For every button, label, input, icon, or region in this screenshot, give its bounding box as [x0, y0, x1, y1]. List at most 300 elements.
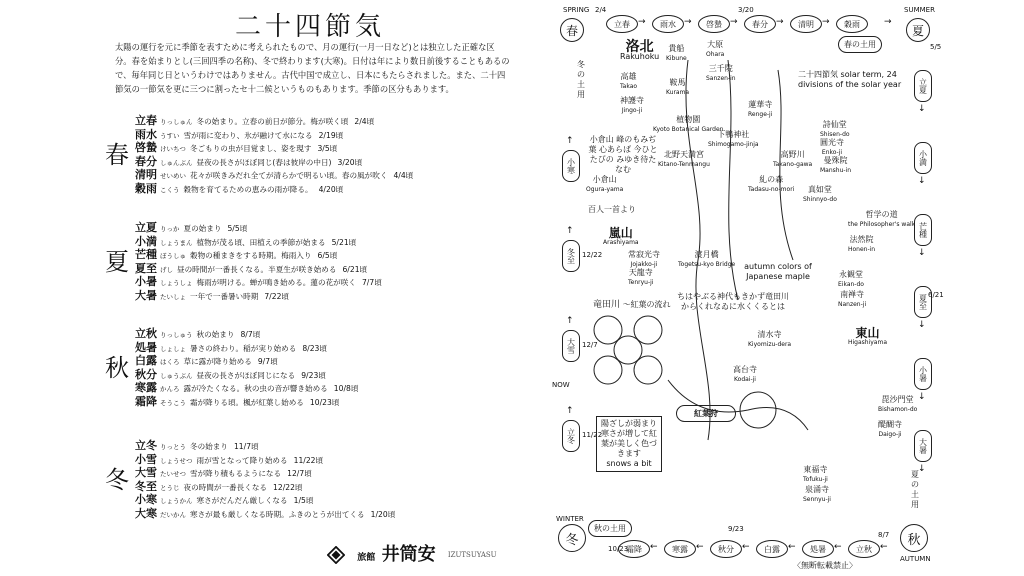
doyo-right: 夏の土用 — [911, 470, 919, 509]
temple-label — [803, 485, 831, 505]
now-label: NOW — [552, 381, 570, 389]
right-col-node-text: 芒種 — [918, 222, 928, 238]
term-desc: 暑さの終わり。稲が実り始める — [190, 343, 297, 353]
brand-name: 井筒安 — [381, 544, 436, 565]
term-reading: そうこう — [160, 398, 186, 407]
temple-en: Sennyu-ji — [803, 496, 831, 503]
term-desc: 冬ごもりの虫が目覚まし、姿を現す — [189, 144, 312, 153]
left-col-node-text: 小寒 — [566, 158, 576, 174]
arrow-icon: ← — [834, 542, 842, 552]
term-row — [135, 440, 515, 454]
arrow-icon: → — [730, 17, 738, 27]
temple-label — [620, 72, 637, 92]
term-reading: うすい — [160, 131, 180, 140]
arrow-icon: ↓ — [918, 248, 926, 258]
temple-jp: 曼殊院 — [823, 156, 848, 165]
term-desc: 昼の時間が一番長くなる。半夏生が咲き始める — [177, 264, 337, 274]
koyama-note: 小倉山 峰のもみぢ葉 心あらば 今ひとたびの みゆき待たなむ — [588, 135, 658, 174]
term-desc: 穀物を育てるための恵みの雨が降る。 — [183, 184, 313, 194]
summer-label: SUMMER — [904, 6, 935, 14]
bottom-date-2: 10/23 — [608, 545, 629, 553]
term-reading: はくろ — [160, 358, 180, 366]
season-label: 夏 — [105, 248, 129, 276]
temple-en: Daigo-ji — [878, 431, 902, 438]
term-row — [135, 355, 515, 369]
temple-jp: 高台寺 — [733, 365, 757, 374]
term-row — [135, 481, 515, 495]
temple-label — [620, 96, 644, 116]
temple-jp: 南禅寺 — [840, 290, 865, 299]
brand-logo — [327, 540, 497, 566]
doyo-bottom: 秋の土用 — [588, 520, 632, 537]
temple-jp: 法然院 — [849, 235, 874, 244]
term-date: 3/20頃 — [337, 157, 363, 167]
koyo-box — [676, 405, 736, 422]
koyo-en: snows a bit — [606, 459, 652, 468]
temple-en: Kiyomizu-dera — [748, 341, 792, 348]
term-kanji: 小雪 — [135, 452, 157, 466]
temple-en: Tadasu-no-mori — [748, 186, 795, 193]
term-row — [135, 115, 515, 129]
temple-en: Bishamon-do — [878, 406, 918, 413]
term-row — [135, 328, 515, 342]
temple-label — [678, 250, 735, 270]
footer-note: 〈無断転載禁止〉 — [793, 561, 857, 570]
temple-jp: 東福寺 — [803, 465, 828, 474]
poem-text: ちはやぶる神代もきかず竜田川 からくれなゐに水くくるとは — [677, 292, 789, 311]
spring-emblem — [560, 18, 584, 42]
term-date: 8/7頃 — [240, 330, 261, 339]
term-kanji: 春分 — [135, 154, 157, 168]
arashiyama-title — [603, 228, 639, 248]
term-desc: 雨が雪となって降り始める — [196, 455, 288, 465]
temple-label — [820, 138, 844, 158]
arrow-icon: ↓ — [918, 320, 926, 330]
arrow-icon: ← — [696, 542, 704, 552]
temple-en: Togetsu-kyo Bridge — [678, 261, 736, 268]
map-header: 二十四節気 solar term, 24 divisions of the solar year — [798, 70, 902, 89]
term-desc: 植物が茂る頃、田植えの季節が始まる — [196, 237, 326, 247]
winter-label: WINTER — [556, 515, 584, 523]
temple-jp: 植物園 — [676, 115, 701, 124]
term-reading: たいしょ — [160, 292, 186, 301]
term-date: 7/7頃 — [361, 278, 382, 287]
bottom-cycle-node — [710, 540, 742, 558]
season-label: 春 — [105, 141, 129, 169]
term-kanji: 芒種 — [135, 248, 157, 261]
term-desc: 穀物の種まきをする時期。梅雨入り — [190, 251, 312, 260]
term-date: 12/7頃 — [287, 469, 312, 478]
arrow-icon: → — [638, 17, 646, 27]
intro-text: 太陽の運行を元に季節を表すために考えられたもので、月の運行(一月一日など)とは独立した正確な区分。春を始まりとし(三回四季の名称)、冬で終わります(大寒)。日付は年により数日前後することもあるので、毎年同じ日というわけではありません。古代中国で成立し、日本にもたらされました。また、二十四節気の一節気を更に三つに割ったセ十二候というものもあります。季節の区分もあります。 — [115, 42, 510, 94]
temple-en: Ohara — [706, 51, 725, 58]
term-date: 5/5頃 — [227, 224, 248, 233]
spring-label: SPRING — [563, 6, 590, 14]
temple-jp: 神護寺 — [620, 96, 644, 105]
term-date: 7/22頃 — [264, 291, 289, 301]
term-row — [135, 369, 515, 383]
top-cycle-node-text: 春分 — [752, 19, 768, 29]
temple-jp: 圓光寺 — [820, 138, 844, 147]
temple-en: Kyoto Botanical Garden — [653, 126, 724, 133]
temple-label — [838, 270, 864, 290]
term-reading: けいちつ — [160, 145, 186, 153]
term-kanji: 白露 — [135, 354, 157, 367]
term-reading: げし — [160, 265, 173, 274]
term-reading: りっとう — [160, 443, 186, 451]
top-cycle-node — [790, 15, 822, 33]
arrow-icon: ← — [880, 542, 888, 552]
left-date: 11/22 — [582, 431, 603, 439]
arrow-icon: ↑ — [566, 316, 574, 326]
rakuhoku-title — [620, 39, 660, 62]
term-reading: かんろ — [160, 385, 180, 393]
ogura-en: Ogura-yama — [586, 186, 624, 193]
term-desc: 一年で一番暑い時期 — [190, 291, 259, 301]
term-desc: 冬の始まり。立春の前日が節分。梅が咲く頃 — [196, 117, 349, 126]
term-desc: 霜が降りる頃。楓が紅葉し始める — [190, 397, 304, 407]
koyo-label: 紅葉狩 — [694, 409, 718, 418]
winter-kanji: 冬 — [565, 532, 579, 548]
term-row — [135, 382, 515, 396]
temple-label — [848, 235, 875, 255]
term-reading: こくう — [160, 185, 180, 194]
bottom-cycle-node-text: 秋分 — [718, 544, 734, 554]
term-reading: せいめい — [160, 172, 186, 180]
temple-jp: 清水寺 — [757, 330, 782, 339]
term-reading: しゅうぶん — [160, 371, 193, 380]
season-block — [105, 221, 515, 303]
term-reading: とうじ — [160, 483, 180, 492]
temple-label — [878, 395, 917, 415]
term-row — [135, 222, 515, 236]
term-row — [135, 454, 515, 468]
temple-jp: 永観堂 — [838, 270, 863, 279]
term-reading: しょうせつ — [160, 456, 193, 465]
right-col-node — [914, 214, 932, 246]
bottom-cycle-node — [756, 540, 788, 558]
term-date: 2/4頃 — [354, 117, 375, 126]
autumn-emblem — [900, 524, 928, 552]
temple-en: Tenryu-ji — [628, 279, 654, 286]
term-reading: りっしゅう — [160, 331, 193, 339]
term-desc: 雪が降り積もるようになる — [190, 469, 282, 478]
rakuhoku-jp: 洛北 — [625, 39, 654, 55]
spring-kanji: 春 — [565, 23, 578, 38]
temple-en: Tofuku-ji — [803, 476, 828, 483]
term-date: 11/7頃 — [233, 442, 259, 451]
temple-jp: 泉涌寺 — [804, 485, 829, 494]
term-desc: 梅雨が明ける。蝉が鳴き始める。蓮の花が咲く — [196, 278, 356, 287]
temple-jp: 北野天満宮 — [663, 150, 704, 159]
temple-en: Kitano-Tenmangu — [658, 161, 710, 168]
temple-label — [803, 185, 837, 205]
term-kanji: 大寒 — [135, 506, 157, 520]
note-text: 陽ざしが弱まり寒さが増して紅葉が美しく色づきます — [601, 419, 657, 458]
term-row — [135, 156, 515, 170]
ogura-label — [586, 175, 623, 195]
temple-label — [666, 78, 689, 98]
temple-label — [733, 365, 757, 385]
autumn-label: AUTUMN — [900, 555, 931, 563]
temple-jp: 蓮華寺 — [748, 100, 773, 109]
arashiyama-en: Arashiyama — [603, 239, 639, 246]
arrow-icon: ↑ — [566, 136, 574, 146]
temple-jp: 天龍寺 — [628, 268, 653, 277]
temple-label — [708, 130, 759, 150]
temple-en: Jingo-ji — [621, 107, 643, 114]
temple-en: the Philosopher's walk — [848, 221, 916, 228]
term-kanji: 小暑 — [135, 275, 157, 288]
doyo-left: 冬の土用 — [577, 60, 585, 99]
temple-label — [773, 150, 812, 170]
term-desc: 雪が雨に変わり、氷が融けて水になる — [183, 130, 313, 140]
temple-en: Shisen-do — [820, 131, 850, 138]
term-reading: しゅんぶん — [160, 158, 193, 167]
term-date: 1/20頃 — [370, 509, 396, 519]
term-row — [135, 169, 515, 183]
right-date: 6/21 — [928, 291, 944, 299]
top-cycle-node — [652, 15, 684, 33]
term-date: 6/5頃 — [317, 251, 338, 260]
temple-en: Shinnyo-do — [803, 196, 837, 203]
ogura-jp: 小倉山 — [592, 175, 617, 184]
bottom-cycle-node-text: 白露 — [764, 544, 780, 554]
top-date-1: 2/4 — [595, 6, 607, 14]
temple-en: Jojakko-ji — [630, 261, 658, 268]
note-box — [596, 416, 662, 472]
term-row — [135, 396, 515, 410]
right-col-node-text: 小満 — [918, 150, 928, 166]
temple-label — [658, 150, 710, 170]
term-row — [135, 183, 515, 197]
top-cycle-node-text: 清明 — [798, 19, 814, 29]
poem-ref: 百人一首より — [588, 205, 636, 214]
term-kanji: 冬至 — [135, 479, 157, 493]
temple-jp: 常寂光寺 — [628, 250, 660, 259]
term-kanji: 霜降 — [135, 394, 157, 408]
left-col-node — [562, 330, 580, 362]
arrow-icon: ↓ — [918, 176, 926, 186]
term-date: 10/8頃 — [333, 384, 359, 393]
term-kanji: 小満 — [135, 234, 157, 248]
temple-en: Manshu-in — [820, 167, 852, 174]
term-date: 9/7頃 — [257, 357, 278, 366]
arrow-icon: ↑ — [566, 406, 574, 416]
term-desc: 夏の始まり — [183, 224, 222, 233]
higashiyama-title — [848, 328, 887, 348]
term-desc: 秋の始まり — [196, 330, 235, 339]
term-date: 12/22頃 — [273, 482, 303, 492]
term-row — [135, 142, 515, 156]
term-desc: 草に露が降り始める — [183, 357, 252, 366]
term-date: 1/5頃 — [293, 496, 314, 505]
temple-label — [628, 250, 660, 270]
right-col-node-text: 立夏 — [918, 78, 928, 94]
autumn-colors-label: autumn colors of Japanese maple — [744, 262, 812, 281]
doyo-top: 春の土用 — [838, 36, 882, 53]
term-reading: りっか — [160, 225, 180, 233]
right-col-node — [914, 142, 932, 174]
left-col-node — [562, 420, 580, 452]
top-cycle-node-text: 啓蟄 — [706, 19, 722, 29]
temple-jp: 高野川 — [780, 150, 805, 159]
brand-small: IZUTSUYASU — [447, 551, 497, 559]
term-row — [135, 249, 515, 263]
term-desc: 露が冷たくなる。秋の虫の音が響き始める — [183, 384, 328, 393]
term-reading: しょうまん — [160, 238, 193, 247]
bottom-cycle-node-text: 立秋 — [856, 544, 872, 554]
higashiyama-jp: 東山 — [855, 326, 880, 340]
term-desc: 昼夜の長さがほぼ同じ(春は彼岸の中日) — [196, 157, 332, 167]
arrow-icon: → — [884, 17, 892, 27]
arrow-icon: ← — [650, 542, 658, 552]
term-row — [135, 276, 515, 290]
term-kanji: 啓蟄 — [135, 141, 157, 154]
bottom-date-1: 9/23 — [728, 525, 744, 533]
term-reading: りっしゅん — [160, 118, 193, 126]
temple-en: Nanzen-ji — [838, 301, 867, 308]
temple-jp: 醍醐寺 — [878, 420, 902, 429]
top-cycle-node-text: 立春 — [614, 19, 630, 29]
temple-label — [848, 210, 915, 230]
temple-label — [748, 330, 791, 350]
term-row — [135, 236, 515, 250]
right-col-node — [914, 430, 932, 462]
arrow-icon: → — [822, 17, 830, 27]
term-row — [135, 467, 515, 481]
term-kanji: 立春 — [135, 114, 157, 127]
left-panel — [95, 0, 525, 576]
temple-en: Renge-ji — [748, 111, 773, 118]
bottom-date-3: 8/7 — [878, 531, 890, 539]
term-row — [135, 263, 515, 277]
temple-jp: 哲学の道 — [865, 210, 898, 219]
temple-label — [666, 44, 687, 64]
temple-jp: 高雄 — [620, 72, 637, 81]
term-kanji: 大暑 — [135, 288, 157, 302]
temple-label — [706, 64, 736, 84]
temple-jp: 鞍馬 — [669, 78, 686, 87]
top-cycle-node — [836, 15, 868, 33]
season-block — [105, 114, 515, 196]
term-date: 5/21頃 — [331, 237, 357, 247]
term-kanji: 小寒 — [135, 493, 157, 506]
temple-en: Shimogamo-jinja — [708, 141, 759, 148]
term-reading: しょしょ — [160, 344, 186, 353]
term-date: 11/22頃 — [293, 455, 324, 465]
term-desc: 冬の始まり — [190, 442, 228, 451]
left-col-node — [562, 150, 580, 182]
temple-en: Sanzen-in — [706, 75, 736, 82]
term-kanji: 処暑 — [135, 340, 157, 354]
temple-jp: 糺の森 — [759, 175, 784, 184]
arashiyama-jp: 嵐山 — [608, 226, 633, 240]
left-col-node-text: 冬至 — [566, 248, 576, 264]
temple-label — [706, 40, 724, 60]
temple-label — [878, 420, 902, 440]
term-reading: だいかん — [160, 510, 186, 519]
temple-en: Kibune — [666, 55, 687, 62]
right-col-node-text: 大暑 — [918, 438, 928, 454]
tatsuta-note: 〜紅葉の流れ — [622, 300, 671, 309]
temple-label — [820, 156, 851, 176]
term-row — [135, 494, 515, 508]
temple-jp: 渡月橋 — [694, 250, 719, 259]
temple-label — [820, 120, 850, 140]
term-desc: 花々が咲きみだれ全てが清らかで明るい頃。春の風が吹く — [190, 171, 388, 180]
arrow-icon: ← — [742, 542, 750, 552]
temple-en: Enko-ji — [821, 149, 843, 156]
season-block — [105, 439, 515, 521]
right-panel-map — [548, 0, 948, 576]
term-row — [135, 342, 515, 356]
right-col-node-text: 小暑 — [918, 366, 928, 382]
term-reading: しょうしょ — [160, 279, 193, 287]
tatsuta-jp: 竜田川 — [593, 300, 621, 310]
temple-jp: 真如堂 — [807, 185, 832, 194]
left-date: 12/22 — [582, 251, 603, 259]
rakuhoku-en: Rakuhoku — [620, 52, 660, 61]
term-row — [135, 290, 515, 304]
winter-emblem — [558, 524, 586, 552]
top-cycle-node — [606, 15, 638, 33]
term-date: 2/19頃 — [318, 130, 344, 140]
left-col-node — [562, 240, 580, 272]
temple-jp: 貴船 — [668, 44, 685, 53]
temple-jp: 毘沙門堂 — [881, 395, 914, 404]
temple-jp: 下鴨神社 — [717, 130, 750, 139]
left-col-node-text: 立冬 — [566, 428, 576, 444]
temple-jp: 三千院 — [708, 64, 733, 73]
temple-en: Kodai-ji — [734, 376, 756, 383]
bottom-cycle-node-text: 処暑 — [810, 544, 826, 554]
bottom-cycle-node-text: 霜降 — [626, 544, 642, 554]
season-label: 冬 — [105, 466, 129, 494]
temple-jp: 詩仙堂 — [822, 120, 847, 129]
higashiyama-en: Higashiyama — [848, 339, 888, 346]
term-kanji: 立冬 — [135, 439, 157, 452]
term-row — [135, 508, 515, 522]
arrow-icon: ← — [788, 542, 796, 552]
temple-label — [628, 268, 653, 288]
tatsuta-label — [593, 300, 671, 310]
left-col-node-text: 大雪 — [566, 338, 576, 354]
temple-en: Eikan-do — [838, 281, 864, 288]
term-kanji: 清明 — [135, 168, 157, 181]
season-block — [105, 327, 515, 409]
temple-en: Takano-gawa — [773, 161, 813, 168]
term-kanji: 雨水 — [135, 127, 157, 141]
term-date: 8/23頃 — [302, 343, 327, 353]
brand-prefix: 旅館 — [357, 553, 376, 563]
top-date-2: 3/20 — [738, 6, 754, 14]
temple-en: Honen-in — [848, 246, 876, 253]
season-label: 秋 — [105, 354, 129, 382]
term-desc: 昼夜の長さがほぼ同じになる — [196, 370, 296, 380]
term-row — [135, 129, 515, 143]
term-desc: 夜の時間が一番長くなる — [183, 482, 268, 492]
term-reading: ぼうしゅ — [160, 252, 186, 260]
bottom-cycle-node — [802, 540, 834, 558]
term-date: 6/21頃 — [342, 264, 368, 274]
summer-date: 5/5 — [930, 43, 942, 51]
term-desc: 寒さが最も厳しくなる時期。ふきのとうが出てくる — [190, 509, 365, 519]
top-cycle-node — [744, 15, 776, 33]
right-col-node — [914, 358, 932, 390]
bottom-cycle-node-text: 寒露 — [672, 544, 688, 554]
temple-en: Takao — [620, 83, 638, 90]
